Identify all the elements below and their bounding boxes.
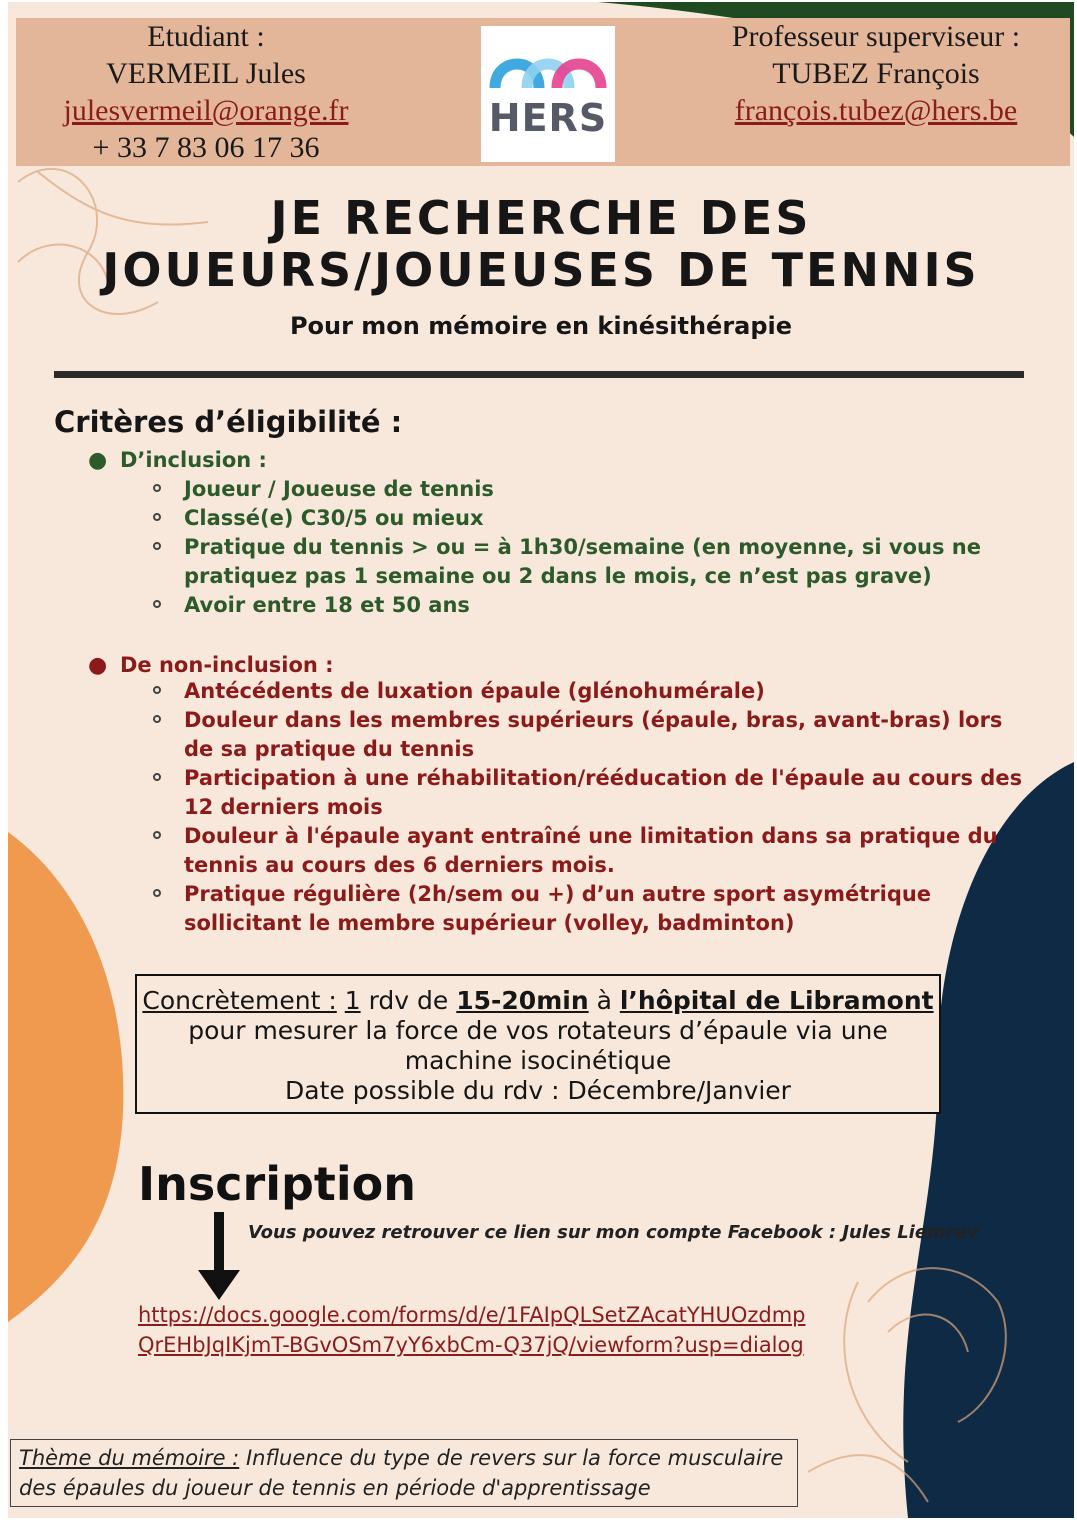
circle-bullet-icon	[153, 889, 161, 897]
appointment-rdv-de: rdv de	[368, 986, 449, 1015]
subtitle: Pour mon mémoire en kinésithérapie	[289, 312, 793, 340]
student-role: Etudiant :	[147, 20, 265, 53]
link-line-1: https://docs.google.com/forms/d/e/1FAIpQLSetZAcatYHUOzdmp	[138, 1303, 806, 1327]
inclusion-item	[184, 504, 1034, 533]
inscription-title: Inscription	[138, 1157, 416, 1211]
inclusion-item	[184, 591, 1034, 620]
hers-logo-text: HERS	[488, 96, 608, 140]
circle-bullet-icon	[153, 513, 161, 521]
title-line-1: JE RECHERCHE DES	[270, 191, 812, 245]
concretement-label: Concrètement :	[142, 986, 337, 1015]
student-name: VERMEIL Jules	[106, 57, 306, 90]
professor-role: Professeur superviseur :	[731, 20, 1021, 53]
inclusion-item-text: Avoir entre 18 et 50 ans	[184, 593, 470, 617]
hers-logo	[481, 26, 615, 162]
exclusion-item	[184, 764, 1034, 822]
circle-bullet-icon	[153, 600, 161, 608]
appointment-box	[135, 974, 941, 1114]
appointment-line-3: machine isocinétique	[404, 1046, 672, 1075]
exclusion-item-text: Participation à une réhabilitation/rééducation de l'épaule au cours des 12 derniers mois	[184, 766, 1023, 819]
inclusion-item	[184, 475, 1034, 504]
circle-bullet-icon	[153, 715, 161, 723]
exclusion-item-text: Douleur à l'épaule ayant entraîné une limitation dans sa pratique du tennis au cours des 6 derniers mois.	[184, 824, 998, 877]
inclusion-item	[184, 533, 1034, 591]
orange-blob	[8, 832, 123, 1322]
appointment-line-2: pour mesurer la force de vos rotateurs d’épaule via une	[188, 1016, 888, 1045]
inclusion-item-text: Classé(e) C30/5 ou mieux	[184, 506, 484, 530]
header-band	[16, 18, 1070, 166]
appointment-a: à	[596, 986, 612, 1015]
criteria-title: Critères d’éligibilité :	[54, 405, 403, 439]
exclusion-list	[184, 677, 1034, 938]
inclusion-list	[184, 475, 1034, 620]
divider-rule	[54, 371, 1024, 378]
inclusion-heading: D’inclusion :	[120, 448, 267, 472]
appointment-place: l’hôpital de Libramont	[619, 986, 934, 1015]
exclusion-heading: De non-inclusion :	[120, 653, 334, 677]
hers-logo-arcs-icon	[481, 26, 615, 96]
inclusion-item-text: Pratique du tennis > ou = à 1h30/semaine (en moyenne, si vous ne pratiquez pas 1 semaine ou 2 dans le mois, ce n’est pas grave)	[184, 535, 981, 588]
circle-bullet-icon	[153, 831, 161, 839]
exclusion-item	[184, 880, 1034, 938]
student-phone: + 33 7 83 06 17 36	[92, 131, 320, 164]
exclusion-item	[184, 706, 1034, 764]
flyer-page	[8, 2, 1074, 1518]
bullet-icon: ●	[88, 448, 108, 473]
circle-bullet-icon	[153, 542, 161, 550]
exclusion-item-text: Pratique régulière (2h/sem ou +) d’un autre sport asymétrique sollicitant le membre supérieur (volley, badminton)	[184, 882, 932, 935]
exclusion-item	[184, 822, 1034, 880]
professor-info	[681, 18, 1071, 129]
arrow-down-icon	[196, 1212, 242, 1302]
appointment-line-1	[137, 986, 939, 1016]
thesis-theme-box	[10, 1439, 798, 1507]
student-email-link[interactable]: julesvermeil@orange.fr	[63, 94, 349, 127]
theme-text: Influence du type de revers sur la force musculaire des épaules du joueur de tennis en période d'apprentissage	[19, 1446, 784, 1500]
student-info	[16, 18, 396, 166]
exclusion-item-text: Douleur dans les membres supérieurs (épaule, bras, avant-bras) lors de sa pratique du tennis	[184, 708, 1003, 761]
theme-label: Thème du mémoire :	[19, 1446, 240, 1470]
main-title	[8, 192, 1074, 296]
circle-bullet-icon	[153, 773, 161, 781]
appointment-date: Date possible du rdv : Décembre/Janvier	[285, 1076, 791, 1105]
professor-email-link[interactable]: françois.tubez@hers.be	[734, 94, 1018, 127]
exclusion-item	[184, 677, 1034, 706]
bullet-icon: ●	[88, 653, 108, 678]
exclusion-item-text: Antécédents de luxation épaule (glénohumérale)	[184, 679, 765, 703]
inclusion-item-text: Joueur / Joueuse de tennis	[184, 477, 494, 501]
facebook-note: Vous pouvez retrouver ce lien sur mon compte Facebook : Jules Liemrev	[248, 1222, 979, 1243]
professor-name: TUBEZ François	[772, 57, 980, 90]
circle-bullet-icon	[153, 686, 161, 694]
circle-bullet-icon	[153, 484, 161, 492]
appointment-duration: 15-20min	[456, 986, 589, 1015]
appointment-count: 1	[344, 986, 361, 1015]
link-line-2: QrEHbJqIKjmT-BGvOSm7yY6xbCm-Q37jQ/viewform?usp=dialog	[138, 1333, 804, 1357]
registration-form-link[interactable]	[138, 1300, 838, 1360]
title-line-2: JOUEURS/JOUEUSES DE TENNIS	[102, 243, 980, 297]
